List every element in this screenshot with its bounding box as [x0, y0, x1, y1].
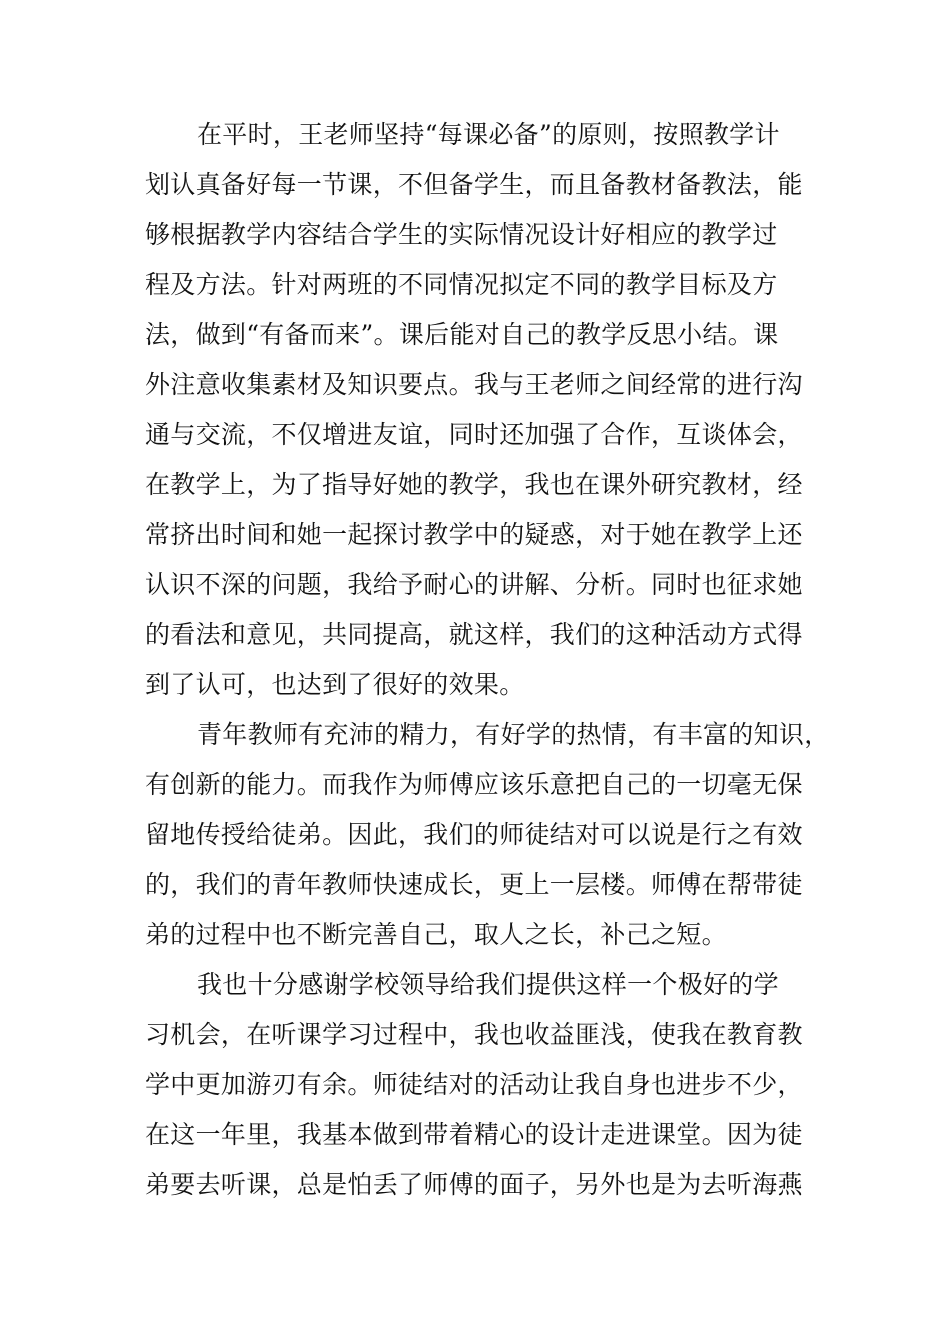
text-line: 程及方法。针对两班的不同情况拟定不同的教学目标及方	[145, 270, 778, 299]
text-line: 法，做到“有备而来”。课后能对自己的教学反思小结。课	[145, 320, 779, 349]
text-line: 的，我们的青年教师快速成长，更上一层楼。师傅在帮带徒	[145, 870, 803, 899]
text-line: 划认真备好每一节课，不但备学生，而且备教材备教法，能	[145, 170, 803, 199]
text-line: 够根据教学内容结合学生的实际情况设计好相应的教学过	[145, 220, 778, 249]
text-line: 留地传授给徒弟。因此，我们的师徒结对可以说是行之有效	[145, 820, 803, 849]
text-line: 学中更加游刃有余。师徒结对的活动让我自身也进步不少，	[145, 1070, 803, 1099]
text-line: 有创新的能力。而我作为师傅应该乐意把自己的一切毫无保	[145, 770, 803, 799]
text-line: 习机会，在听课学习过程中，我也收益匪浅，使我在教育教	[145, 1020, 803, 1049]
text-line: 通与交流，不仅增进友谊，同时还加强了合作，互谈体会，	[145, 420, 803, 449]
text-line: 在教学上，为了指导好她的教学，我也在课外研究教材，经	[145, 470, 803, 499]
text-line: 的看法和意见，共同提高，就这样，我们的这种活动方式得	[145, 620, 803, 649]
text-line: 到了认可，也达到了很好的效果。	[145, 670, 525, 699]
text-line: 弟的过程中也不断完善自己，取人之长，补己之短。	[145, 920, 727, 949]
paragraph-3	[145, 960, 845, 1210]
document-body	[145, 110, 845, 1210]
paragraph-1	[145, 110, 845, 710]
text-line: 认识不深的问题，我给予耐心的讲解、分析。同时也征求她	[145, 570, 803, 599]
text-line: 外注意收集素材及知识要点。我与王老师之间经常的进行沟	[145, 370, 803, 399]
text-line: 在平时，王老师坚持“每课必备”的原则，按照教学计	[197, 120, 780, 149]
text-line: 青年教师有充沛的精力，有好学的热情，有丰富的知识，	[197, 720, 830, 749]
text-line: 在这一年里，我基本做到带着精心的设计走进课堂。因为徒	[145, 1120, 803, 1149]
text-line: 常挤出时间和她一起探讨教学中的疑惑，对于她在教学上还	[145, 520, 803, 549]
paragraph-2	[145, 710, 845, 960]
text-line: 我也十分感谢学校领导给我们提供这样一个极好的学	[197, 970, 779, 999]
text-line: 弟要去听课，总是怕丢了师傅的面子，另外也是为去听海燕	[145, 1170, 803, 1199]
